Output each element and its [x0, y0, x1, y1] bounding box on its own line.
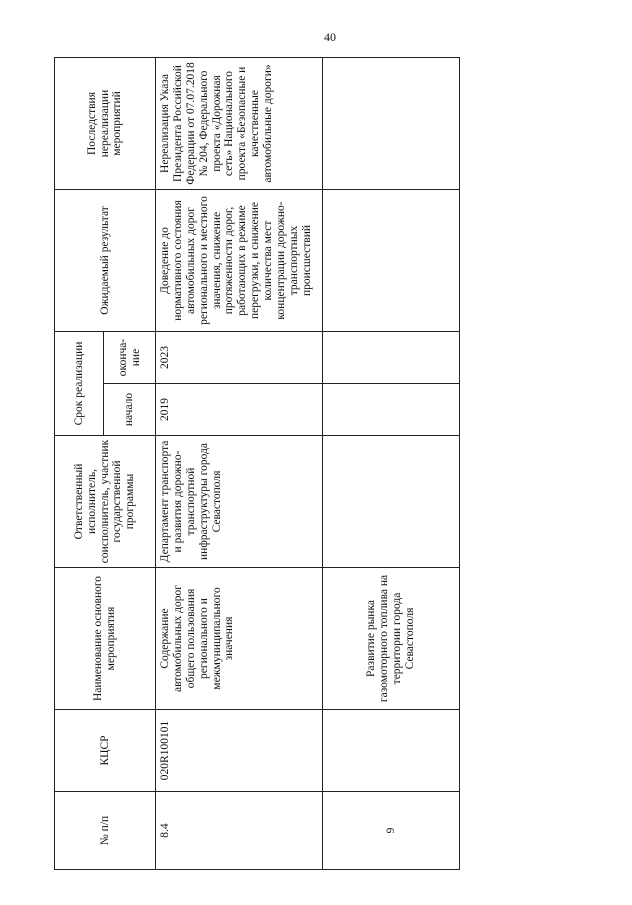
rotated-table-container — [54, 58, 446, 870]
cell-kcsr — [323, 710, 460, 792]
cell-start — [323, 384, 460, 436]
cell-executor — [323, 436, 460, 568]
page-number: 40 — [324, 30, 336, 44]
cell-result: Доведение до нормативного состояния автомобильных дорог регионального и местного значения, снижение протяженности дорог, работающих в режиме перегрузки, и снижение количества мест концентрации дорожно-транспортных происшествий — [156, 190, 323, 332]
cell-num: 9 — [323, 792, 460, 870]
header-consequences: Последствия нереализации мероприятий — [55, 58, 156, 190]
cell-executor: Департамент транспорта и развития дорожно-транспортной инфраструктуры города Севастополя — [156, 436, 323, 568]
header-kcsr: КЦСР — [55, 710, 156, 792]
cell-consequences: Нереализация Указа Президента Российской Федерации от 07.07.2018 № 204, Федерального проекта «Дорожная сеть» Национального проекта «Безопасные и качественные автомобильные дороги» — [156, 58, 323, 190]
header-num: № п/п — [55, 792, 156, 870]
cell-result — [323, 190, 460, 332]
header-name: Наименование основного мероприятия — [55, 568, 156, 710]
header-end: оконча-ние — [104, 332, 156, 384]
cell-kcsr: 020R100101 — [156, 710, 323, 792]
cell-name: Развитие рынка газомоторного топлива на территории города Севастополя — [323, 568, 460, 710]
header-start: начало — [104, 384, 156, 436]
header-executor: Ответственный исполнитель, соисполнитель, участник государственной программы — [55, 436, 156, 568]
cell-start: 2019 — [156, 384, 323, 436]
cell-num: 8.4 — [156, 792, 323, 870]
table-row — [323, 58, 460, 870]
table-row — [156, 58, 323, 870]
header-result: Ожидаемый результат — [55, 190, 156, 332]
table-header-row — [55, 58, 104, 870]
measures-table — [54, 57, 460, 870]
cell-consequences — [323, 58, 460, 190]
header-term: Срок реализации — [55, 332, 104, 436]
cell-name: Содержание автомобильных дорог общего пользования регионального и межмуниципального значения — [156, 568, 323, 710]
cell-end: 2023 — [156, 332, 323, 384]
cell-end — [323, 332, 460, 384]
